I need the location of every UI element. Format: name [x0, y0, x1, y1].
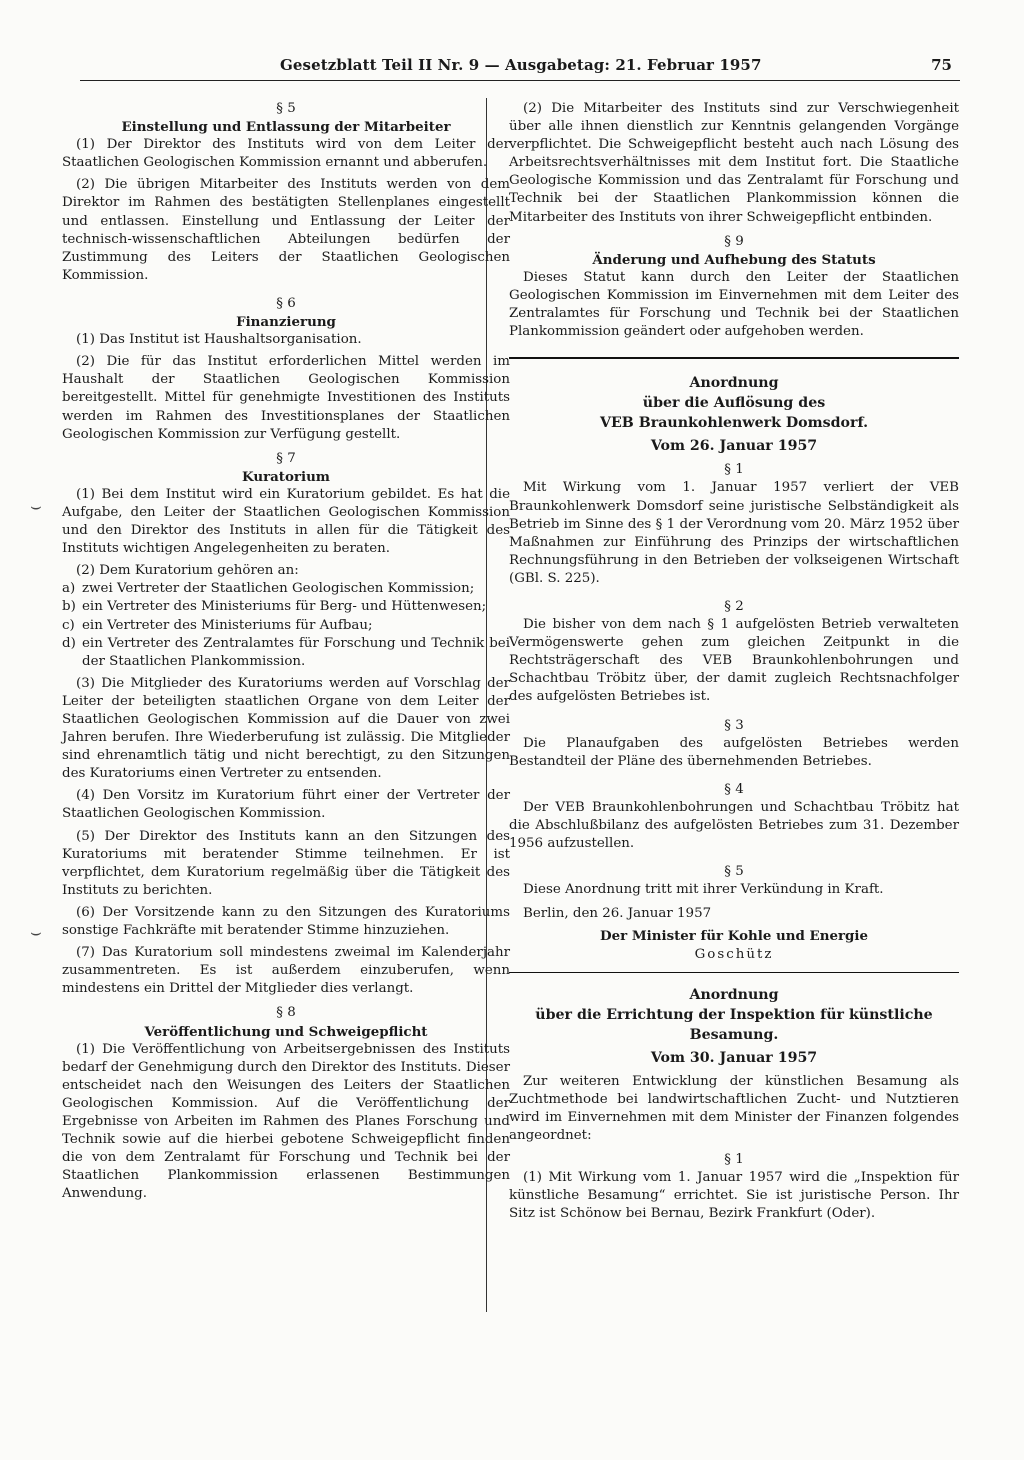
list-text: ein Vertreter des Ministeriums für Aufbau; [82, 617, 373, 633]
section-number: § 6 [276, 295, 296, 311]
paragraph: (2) Die für das Institut erforderlichen Mittel werden im Haushalt der Staatlichen Geologischen Kommission bereitgestellt. Mittel für genehmigte Investitionen des Instituts werden im Rahmen des Investitionsplanes der Staatlichen Geologischen Kommission zur Verfügung gestellt. [62, 354, 510, 442]
page-header [60, 56, 960, 82]
paragraph: Die bisher von dem nach § 1 aufgelösten Betrieb verwalteten Vermögenswerte gehen zum gleichen Zeitpunkt in die Rechtsträgerschaft des VEB Braunkohlenbohrungen und Schachtbau Tröbitz über, der damit zugleich Rechtsnachfolger des aufgelösten Betriebes ist. [509, 617, 959, 705]
header-title: Gesetzblatt Teil II Nr. 9 — Ausgabetag: 21. Februar 1957 [280, 56, 762, 74]
paragraph: (1) Das Institut ist Haushaltsorganisation. [76, 332, 362, 348]
section-number: § 3 [724, 717, 744, 733]
paragraph: Die Planaufgaben des aufgelösten Betriebes werden Bestandteil der Pläne des übernehmenden Betriebes. [509, 735, 959, 769]
section-number: § 5 [724, 864, 744, 880]
header-rule [80, 80, 960, 81]
paragraph: (2) Dem Kuratorium gehören an: [76, 563, 299, 579]
paragraph: (5) Der Direktor des Instituts kann an den Sitzungen des Kuratoriums mit beratender Stimme teilnehmen. Er ist verpflichtet, dem Kuratorium regelmäßig über die Tätigkeit des Instituts zu berichten. [62, 828, 510, 898]
announcement-title: Anordnung [689, 375, 779, 392]
separator-rule [509, 357, 959, 359]
announcement-title: über die Auflösung des [642, 395, 826, 412]
section-number: § 7 [276, 450, 296, 466]
paragraph: (4) Den Vorsitz im Kuratorium führt einer der Vertreter der Staatlichen Geologischen Kommission. [62, 788, 510, 822]
place-date: Berlin, den 26. Januar 1957 [523, 906, 712, 922]
list-label: c) [62, 617, 75, 633]
list-item [62, 598, 510, 616]
section-number: § 1 [724, 1152, 744, 1168]
announcement-title: Anordnung [689, 986, 779, 1003]
section-title: Einstellung und Entlassung der Mitarbeiter [121, 119, 451, 136]
paragraph: Der VEB Braunkohlenbohrungen und Schachtbau Tröbitz hat die Abschlußbilanz des aufgelösten Betriebes zum 31. Dezember 1956 aufzustellen. [509, 799, 959, 852]
section-number: § 4 [724, 781, 744, 797]
left-column [62, 100, 510, 1207]
section-title: Änderung und Aufhebung des Statuts [592, 251, 876, 268]
section-title: Finanzierung [236, 314, 336, 331]
signer-name: Goschütz [694, 946, 774, 962]
announcement-title: VEB Braunkohlenwerk Domsdorf. [599, 415, 869, 432]
page-number: 75 [931, 56, 952, 74]
paragraph: (1) Der Direktor des Instituts wird von dem Leiter der Staatlichen Geologischen Kommission ernannt und abberufen. [62, 137, 510, 171]
list-text: zwei Vertreter der Staatlichen Geologischen Kommission; [82, 581, 475, 597]
section-title: Veröffentlichung und Schweigepflicht [144, 1023, 428, 1040]
list-label: a) [62, 581, 76, 597]
list-label: b) [62, 599, 76, 615]
announcement-title: über die Errichtung der Inspektion für künstliche Besamung. [535, 1006, 933, 1043]
list-item [62, 617, 510, 635]
list-text: ein Vertreter des Ministeriums für Berg- und Hüttenwesen; [82, 599, 487, 615]
section-title: Kuratorium [242, 468, 330, 485]
paragraph: (1) Mit Wirkung vom 1. Januar 1957 wird die „Inspektion für künstliche Besamung“ errichtet. Sie ist juristische Person. Ihr Sitz ist Schönow bei Bernau, Bezirk Frankfurt (Oder). [509, 1170, 959, 1222]
paragraph: (3) Die Mitglieder des Kuratoriums werden auf Vorschlag der Leiter der beteiligten staatlichen Organe von dem Leiter der Staatlichen Geologischen Kommission auf die Dauer von zwei Jahren berufen. Ihre Wiederberufung ist zulässig. Die Mitglieder sind ehrenamtlich tätig und nicht berechtigt, zu den Sitzungen des Kuratoriums einen Vertreter zu entsenden. [62, 675, 510, 782]
paragraph: (2) Die Mitarbeiter des Instituts sind zur Verschwiegenheit über alle ihnen dienstlich zur Kenntnis gelangenden Vorgänge verpflichtet. Die Schweigepflicht besteht auch nach Lösung des Arbeitsrechtsverhältnisses mit dem Institut fort. Die Staatliche Geologische Kommission und das Zentralamt für Forschung und Technik bei der Staatlichen Plankommission können die Mitarbeiter des Instituts von ihrer Schweigepflicht entbinden. [509, 101, 959, 225]
paragraph: Diese Anordnung tritt mit ihrer Verkündung in Kraft. [523, 882, 884, 898]
paragraph: Zur weiteren Entwicklung der künstlichen Besamung als Zuchtmethode bei landwirtschaftlichen Zucht- und Nutztieren wird im Einvernehmen mit dem Minister der Finanzen folgendes angeordnet: [509, 1073, 959, 1144]
section-number: § 1 [724, 462, 744, 478]
separator-rule [509, 972, 959, 973]
margin-mark: ⌣ [30, 922, 42, 943]
list-text: ein Vertreter des Zentralamtes für Forschung und Technik bei der Staatlichen Plankommission. [82, 635, 510, 669]
list-item [62, 635, 510, 671]
list-item [62, 580, 510, 598]
list-label: d) [62, 635, 76, 651]
section-number: § 8 [276, 1005, 296, 1021]
paragraph: (2) Die übrigen Mitarbeiter des Instituts werden von dem Direktor im Rahmen des bestätigten Stellenplanes eingestellt und entlassen. Einstellung und Entlassung der Leiter der technisch-wissenschaftlichen Abteilungen bedürfen der Zustimmung des Leiters der Staatlichen Geologischen Kommission. [62, 177, 510, 283]
paragraph: (1) Bei dem Institut wird ein Kuratorium gebildet. Es hat die Aufgabe, den Leiter der Staatlichen Geologischen Kommission und den Direktor des Instituts in allen für die Tätigkeit des Instituts wichtigen Angelegenheiten zu beraten. [62, 486, 510, 557]
right-column [509, 100, 959, 1228]
paragraph: (7) Das Kuratorium soll mindestens zweimal im Kalenderjahr zusammentreten. Es ist außerdem einzuberufen, wenn mindestens ein Drittel der Mitglieder dies verlangt. [62, 945, 510, 997]
paragraph: (6) Der Vorsitzende kann zu den Sitzungen des Kuratoriums sonstige Fachkräfte mit beratender Stimme hinzuziehen. [62, 904, 510, 939]
section-number: § 5 [276, 101, 296, 116]
signer-title: Der Minister für Kohle und Energie [599, 928, 868, 945]
paragraph: Dieses Statut kann durch den Leiter der Staatlichen Geologischen Kommission im Einvernehmen mit dem Leiter des Zentralamtes für Forschung und Technik bei der Staatlichen Plankommission geändert oder aufgehoben werden. [509, 269, 959, 340]
announcement-date: Vom 30. Januar 1957 [650, 1049, 818, 1066]
margin-mark: ⌣ [30, 496, 42, 517]
section-number: § 9 [724, 233, 744, 249]
paragraph: (1) Die Veröffentlichung von Arbeitsergebnissen des Instituts bedarf der Genehmigung durch den Direktor des Instituts. Dieser entscheidet nach den Weisungen des Leiters der Staatlichen Geologischen Kommission. Auf die Veröffentlichung der Ergebnisse von Arbeiten im Rahmen des Planes Forschung und Technik sowie auf die hierbei gebotene Schweigepflicht finden die von dem Zentralamt für Forschung und Technik bei der Staatlichen Plankommission erlassenen Bestimmungen Anwendung. [62, 1041, 510, 1202]
announcement-date: Vom 26. Januar 1957 [650, 438, 818, 455]
section-number: § 2 [724, 598, 744, 614]
paragraph: Mit Wirkung vom 1. Januar 1957 verliert der VEB Braunkohlenwerk Domsdorf seine juristische Selbständigkeit als Betrieb im Sinne des § 1 der Verordnung vom 20. März 1952 über Maßnahmen zur Einführung des Prinzips der wirtschaftlichen Rechnungsführung in den Betrieben der volkseigenen Wirtschaft (GBl. S. 225). [509, 480, 959, 586]
